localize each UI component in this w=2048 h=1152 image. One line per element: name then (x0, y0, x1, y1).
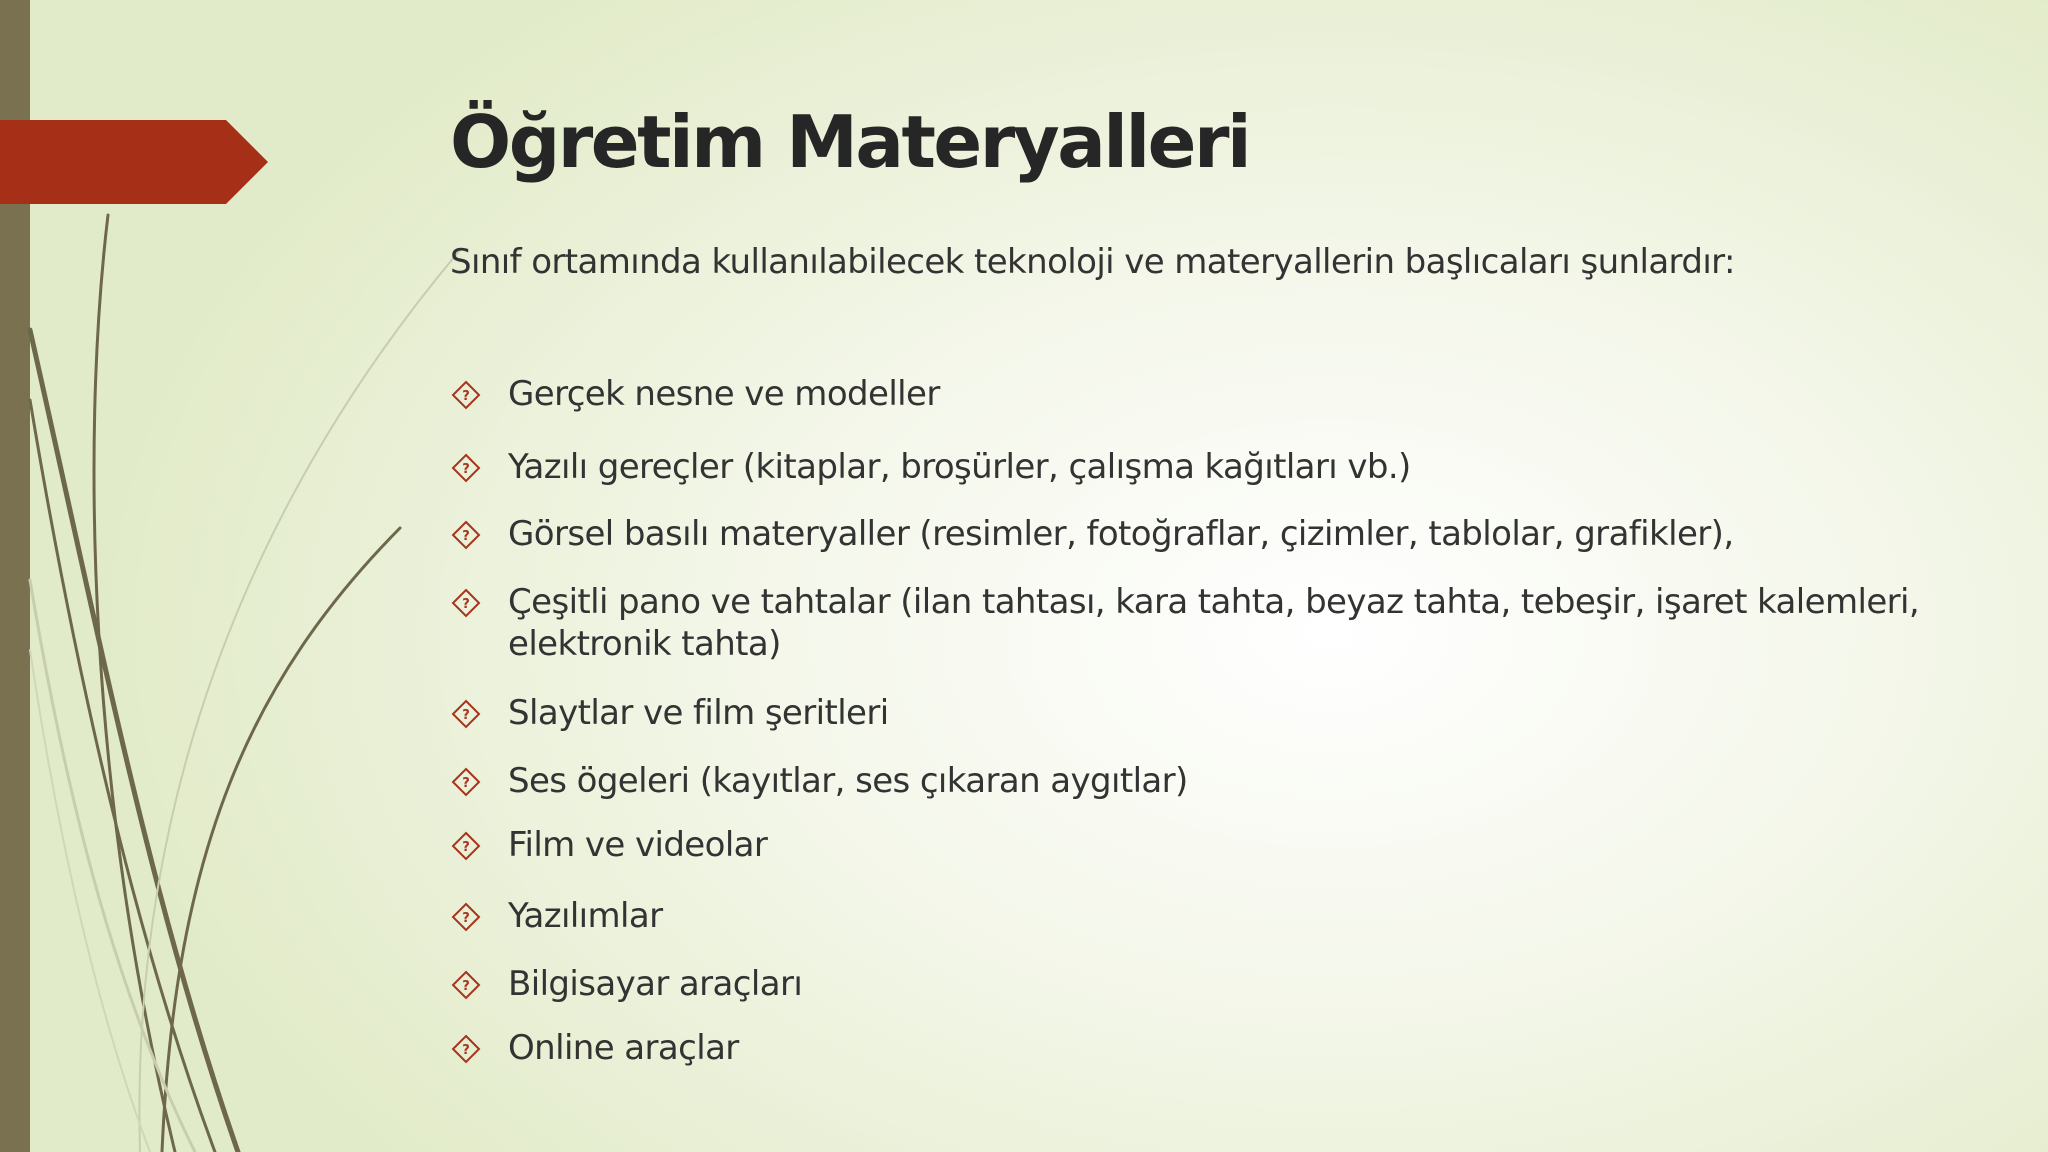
diamond-question-icon (450, 766, 482, 798)
svg-text:?: ? (462, 776, 470, 791)
svg-text:?: ? (462, 389, 470, 404)
list-item-label: Çeşitli pano ve tahtalar (ilan tahtası, kara tahta, beyaz tahta, tebeşir, işaret kalemleri, elektronik tahta) (508, 582, 1920, 664)
svg-text:?: ? (462, 708, 470, 723)
diamond-question-icon (450, 452, 482, 484)
list-item (450, 963, 1930, 1005)
title-arrow-shape (0, 120, 268, 204)
list-item (450, 513, 1930, 555)
list-item (450, 692, 1930, 734)
svg-text:?: ? (462, 840, 470, 855)
intro-text: Sınıf ortamında kullanılabilecek teknoloji ve materyallerin başlıcaları şunlardır: (450, 242, 1735, 282)
list-item (450, 895, 1930, 937)
list-item (450, 581, 1930, 665)
list-item-label: Online araçlar (508, 1028, 739, 1068)
list-item-label: Film ve videolar (508, 825, 768, 865)
list-item (450, 824, 1930, 866)
list-item-label: Görsel basılı materyaller (resimler, fotoğraflar, çizimler, tablolar, grafikler), (508, 514, 1734, 554)
svg-text:?: ? (462, 597, 470, 612)
svg-text:?: ? (462, 462, 470, 477)
diamond-question-icon (450, 587, 482, 619)
diamond-question-icon (450, 1033, 482, 1065)
diamond-question-icon (450, 379, 482, 411)
diamond-question-icon (450, 901, 482, 933)
list-item-label: Ses ögeleri (kayıtlar, ses çıkaran aygıtlar) (508, 761, 1188, 801)
svg-text:?: ? (462, 979, 470, 994)
diamond-question-icon (450, 830, 482, 862)
diamond-question-icon (450, 698, 482, 730)
svg-text:?: ? (462, 1043, 470, 1058)
svg-text:?: ? (462, 911, 470, 926)
list-item-label: Gerçek nesne ve modeller (508, 374, 940, 414)
slide-title: Öğretim Materyalleri (450, 100, 1250, 184)
list-item-label: Yazılımlar (508, 896, 663, 936)
list-item (450, 1027, 1930, 1069)
list-item (450, 446, 1930, 488)
list-item-label: Bilgisayar araçları (508, 964, 803, 1004)
list-item (450, 760, 1930, 802)
list-item-label: Slaytlar ve film şeritleri (508, 693, 889, 733)
diamond-question-icon (450, 969, 482, 1001)
list-item (450, 373, 1930, 415)
list-item-label: Yazılı gereçler (kitaplar, broşürler, çalışma kağıtları vb.) (508, 447, 1411, 487)
svg-text:?: ? (462, 529, 470, 544)
diamond-question-icon (450, 519, 482, 551)
